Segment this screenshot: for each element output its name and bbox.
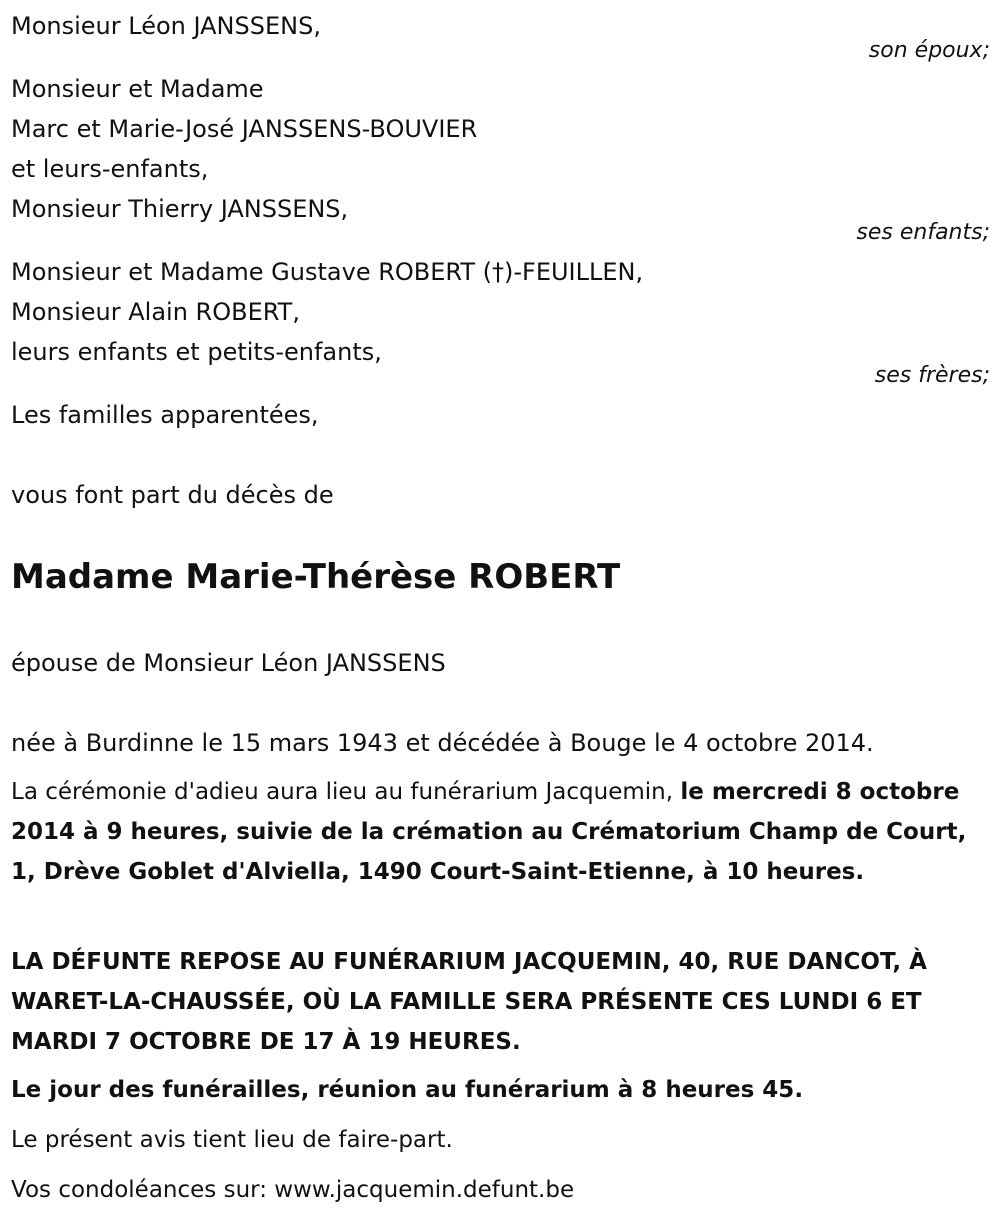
funeral-day-line: Le jour des funérailles, réunion au funérarium à 8 heures 45. — [11, 1077, 804, 1103]
condolences-line: Vos condoléances sur: www.jacquemin.defunt.be — [11, 1177, 575, 1203]
siblings-line-2: Monsieur Alain ROBERT, — [11, 298, 300, 326]
children-line-3: et leurs-enfants, — [11, 155, 209, 183]
relatives-line: Les familles apparentées, — [11, 401, 319, 429]
ceremony-intro: La cérémonie d'adieu aura lieu au funérarium Jacquemin, — [11, 779, 681, 805]
husband-line: Monsieur Léon JANSSENS, — [11, 12, 321, 40]
siblings-role: ses frères; — [874, 363, 990, 388]
spouse-line: épouse de Monsieur Léon JANSSENS — [11, 649, 446, 677]
children-line-4: Monsieur Thierry JANSSENS, — [11, 195, 349, 223]
announcement-line: vous font part du décès de — [11, 481, 334, 509]
children-line-2: Marc et Marie-José JANSSENS-BOUVIER — [11, 115, 478, 143]
viewing-paragraph: LA DÉFUNTE REPOSE AU FUNÉRARIUM JACQUEMIN, 40, RUE DANCOT, À WARET-LA-CHAUSSÉE, OÙ LA FAMILLE SERA PRÉSENTE CES LUNDI 6 ET MARDI 7 OCTOBRE DE 17 À 19 HEURES. — [11, 949, 927, 1055]
children-role: ses enfants; — [856, 220, 990, 245]
children-line-1: Monsieur et Madame — [11, 75, 264, 103]
ceremony-paragraph — [11, 772, 986, 892]
ceremony-details: le mercredi 8 octobre 2014 à 9 heures, suivie de la crémation au Crématorium Champ de Court, 1, Drève Goblet d'Alviella, 1490 Court-Saint-Etienne, à 10 heures. — [11, 779, 967, 885]
siblings-line-1: Monsieur et Madame Gustave ROBERT (†)-FEUILLEN, — [11, 258, 644, 286]
husband-role: son époux; — [868, 38, 990, 63]
deceased-name: Madame Marie-Thérèse ROBERT — [11, 557, 621, 597]
notice-line: Le présent avis tient lieu de faire-part. — [11, 1127, 453, 1153]
siblings-line-3: leurs enfants et petits-enfants, — [11, 338, 382, 366]
birth-death-line: née à Burdinne le 15 mars 1943 et décédée à Bouge le 4 octobre 2014. — [11, 729, 874, 757]
